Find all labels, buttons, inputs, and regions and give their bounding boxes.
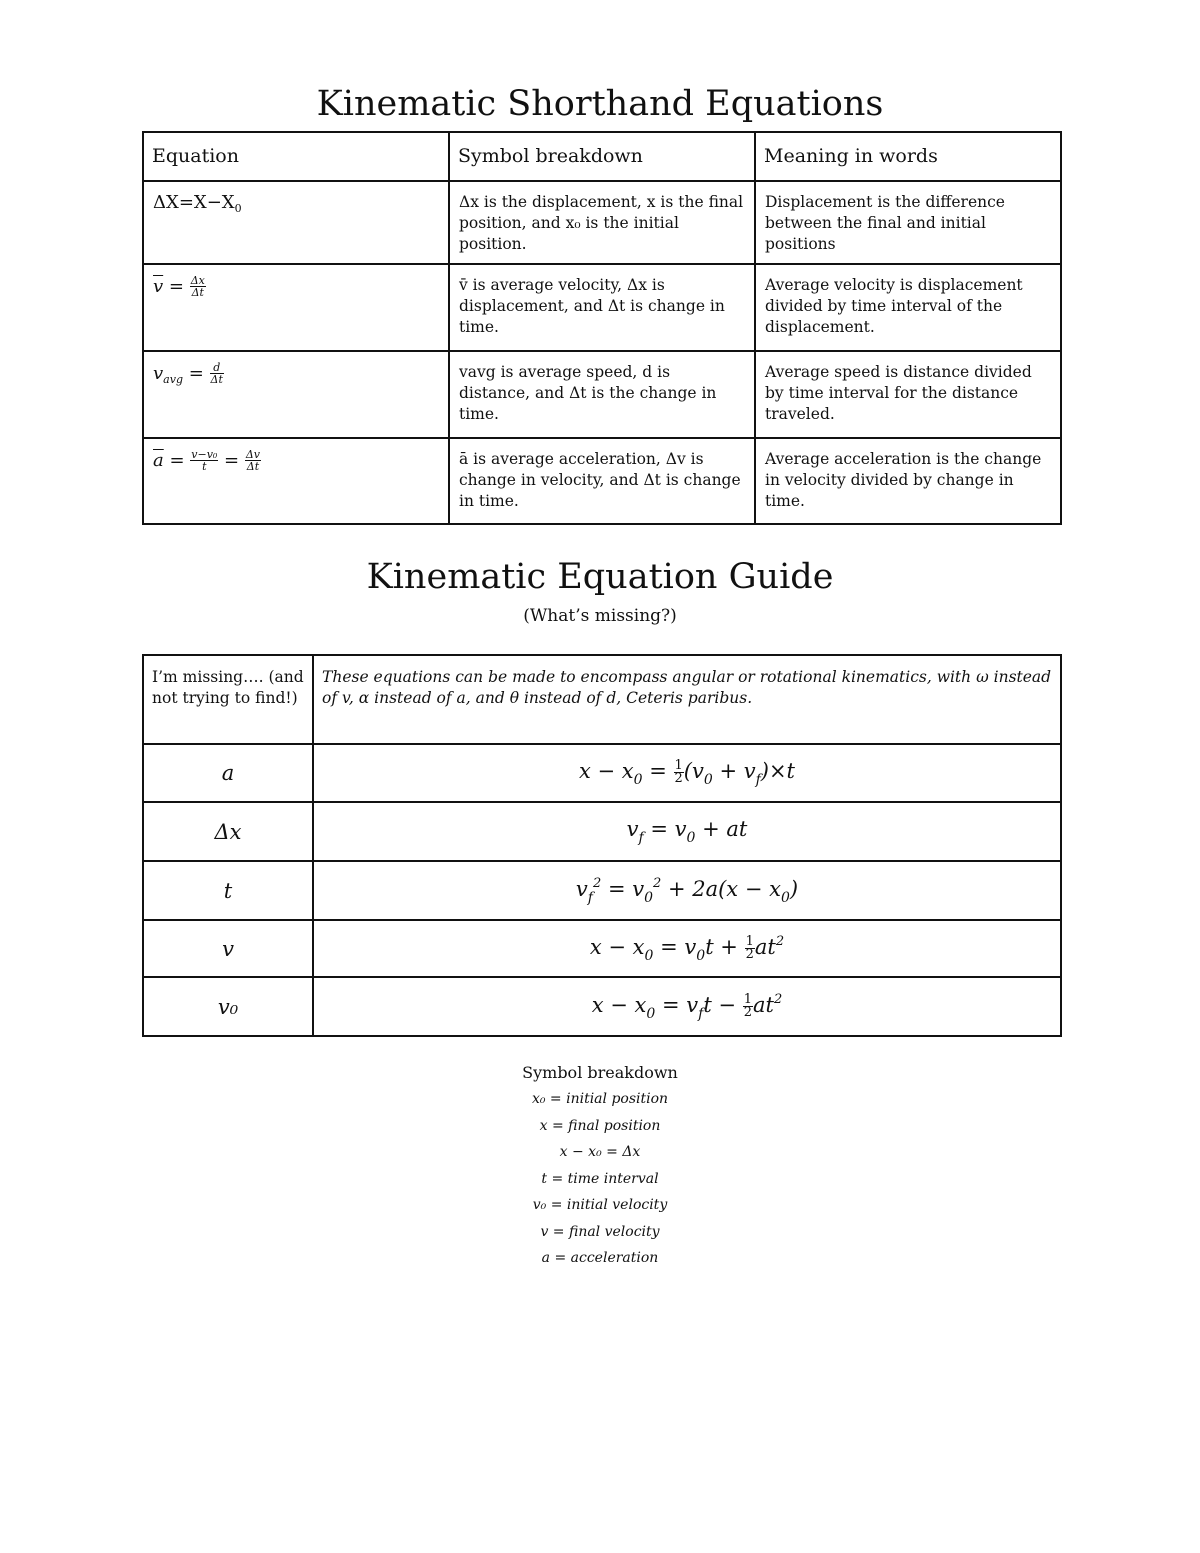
equation-cell <box>143 438 449 524</box>
equation-no-final-velocity: $x - x_0 = v_0t$ + $\frac{1}{2}$ $at^2$ <box>313 920 1061 977</box>
legend-item: x₀ = initial position <box>531 1091 669 1107</box>
equation-no-time: $v_f^2 = v_0^2 + 2a(x - x_0)$ <box>313 861 1061 920</box>
table-row <box>143 802 1061 861</box>
missing-variable: v₀ <box>143 977 313 1036</box>
table-row <box>143 861 1061 920</box>
column-header-symbols: Symbol breakdown <box>449 132 755 181</box>
missing-header: I’m missing…. (and not trying to find!) <box>143 655 313 744</box>
missing-variable: Δx <box>143 802 313 861</box>
equation-cell <box>143 351 449 438</box>
equation-no-initial-velocity: $x - x_0 = v_ft$ − $\frac{1}{2}$ $at^2$ <box>313 977 1061 1036</box>
equation-average-acceleration: $\overline{a}$ = $\frac{\text{v−v₀}}{t}$ = $\frac{\Delta v}{\Delta t}$ <box>153 448 261 473</box>
symbols-cell: v̄ is average velocity, Δx is displacement, and Δt is change in time. <box>449 264 755 351</box>
shorthand-equations-table <box>142 131 1062 525</box>
missing-variable: a <box>143 744 313 802</box>
meaning-cell: Average acceleration is the change in velocity divided by change in time. <box>755 438 1061 524</box>
table-row <box>143 438 1061 524</box>
symbols-cell: ā is average acceleration, Δv is change in velocity, and Δt is change in time. <box>449 438 755 524</box>
equation-guide-table <box>142 654 1062 1037</box>
equation-cell <box>143 264 449 351</box>
legend-item: a = acceleration <box>541 1250 659 1266</box>
table-row <box>143 977 1061 1036</box>
table-row <box>143 181 1061 264</box>
column-header-equation: Equation <box>143 132 449 181</box>
equation-displacement: $\Delta X=X-X_0$ <box>153 192 242 215</box>
angular-note: These equations can be made to encompass angular or rotational kinematics, with ω instead of v, α instead of a, and θ instead of d, Ceteris paribus. <box>313 655 1061 744</box>
legend-item: x = final position <box>539 1117 661 1134</box>
legend-item: v = final velocity <box>540 1223 660 1240</box>
table-row <box>143 920 1061 977</box>
symbols-cell: Δx is the displacement, x is the final position, and x₀ is the initial position. <box>449 181 755 264</box>
table-row <box>143 744 1061 802</box>
equation-cell <box>143 181 449 264</box>
section2-title: Kinematic Equation Guide <box>366 557 834 597</box>
section1-title: Kinematic Shorthand Equations <box>316 84 884 124</box>
table-row <box>143 264 1061 351</box>
equation-average-speed: $v_{avg}$ = $\frac{d}{\Delta t}$ <box>153 361 223 386</box>
missing-variable: v <box>143 920 313 977</box>
table-header-row <box>143 132 1061 181</box>
equation-no-displacement: $v_f = v_0$ + at <box>313 802 1061 861</box>
legend-item: t = time interval <box>541 1170 659 1187</box>
table-header-row <box>143 655 1061 744</box>
missing-variable: t <box>143 861 313 920</box>
legend-item: v₀ = initial velocity <box>532 1197 668 1213</box>
equation-no-acceleration: $x - x_0$ = $\frac{1}{2}$ $(v_0 + v_f)\times t$ <box>313 744 1061 802</box>
meaning-cell: Displacement is the difference between the final and initial positions <box>755 181 1061 264</box>
meaning-cell: Average speed is distance divided by time interval for the distance traveled. <box>755 351 1061 438</box>
section2-subtitle: (What’s missing?) <box>523 606 677 626</box>
equation-average-velocity: $\overline{v}$ = $\frac{\Delta x}{\Delta t}$ <box>153 274 205 299</box>
column-header-meaning: Meaning in words <box>755 132 1061 181</box>
legend-title: Symbol breakdown <box>522 1063 678 1082</box>
symbol-legend <box>0 1060 1200 1272</box>
meaning-cell: Average velocity is displacement divided by time interval of the displacement. <box>755 264 1061 351</box>
table-row <box>143 351 1061 438</box>
symbols-cell: vavg is average speed, d is distance, and Δt is the change in time. <box>449 351 755 438</box>
legend-item: x − x₀ = Δx <box>559 1144 641 1160</box>
